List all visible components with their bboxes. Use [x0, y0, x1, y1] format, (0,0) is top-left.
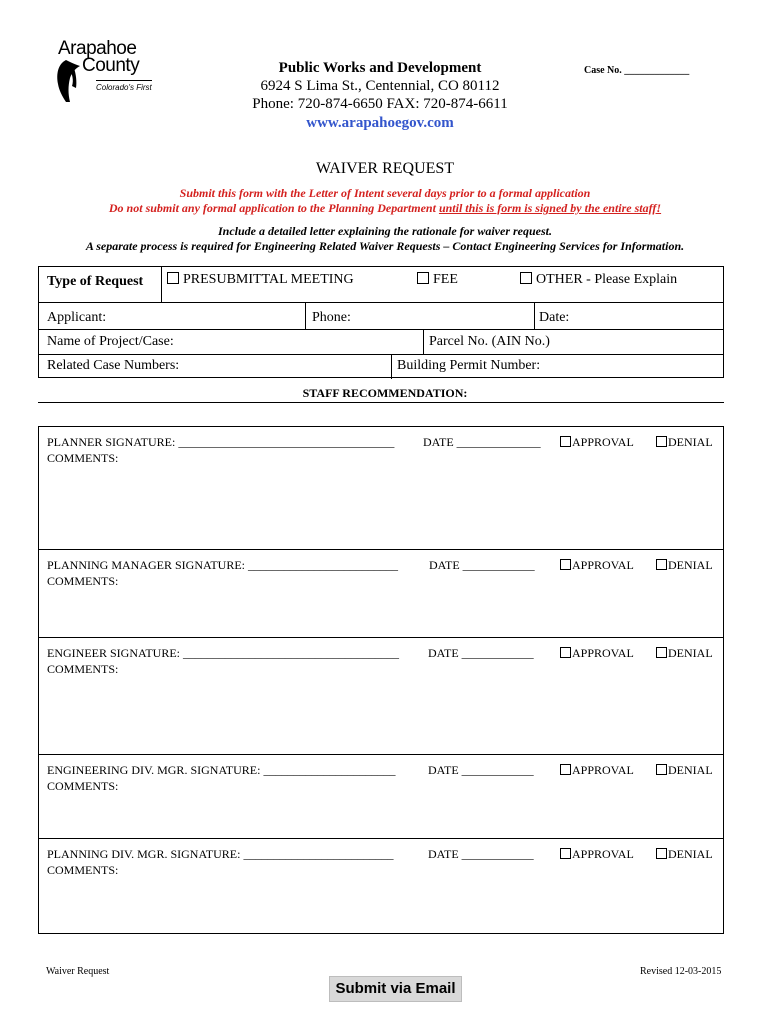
red-notice-underlined: until this is form is signed by the entire staff! — [438, 201, 662, 215]
divider — [38, 402, 724, 403]
request-info-table — [38, 266, 724, 378]
phone-field[interactable]: Phone: — [312, 310, 351, 325]
option-fee[interactable] — [417, 272, 458, 288]
instruction-line1: Include a detailed letter explaining the rationale for waiver request. — [218, 224, 552, 238]
denial-label: DENIAL — [668, 763, 713, 777]
approval-label: APPROVAL — [572, 558, 634, 572]
denial-label: DENIAL — [668, 558, 713, 572]
engineer-approval-option[interactable] — [560, 646, 634, 661]
logo-tagline: Colorado's First — [96, 80, 152, 92]
planner-signature-field[interactable]: PLANNER SIGNATURE: ____________________________________ — [47, 435, 395, 449]
case-number-field[interactable]: Case No. _____________ — [584, 65, 690, 76]
planning-manager-approval-checkbox[interactable] — [560, 559, 571, 570]
planning-div-mgr-comments-field[interactable]: COMMENTS: — [47, 863, 119, 877]
engineer-denial-checkbox[interactable] — [656, 647, 667, 658]
building-permit-field[interactable]: Building Permit Number: — [397, 358, 541, 373]
denial-label: DENIAL — [668, 646, 713, 660]
native-headdress-icon — [52, 56, 82, 104]
presubmittal-checkbox[interactable] — [167, 272, 179, 284]
form-title: WAIVER REQUEST — [315, 160, 455, 177]
engineering-div-mgr-denial-checkbox[interactable] — [656, 764, 667, 775]
red-notice-line1: Submit this form with the Letter of Intent several days prior to a formal application — [179, 186, 591, 200]
related-case-numbers-field[interactable]: Related Case Numbers: — [47, 358, 180, 373]
planning-div-mgr-date-field[interactable]: DATE ____________ — [428, 847, 534, 861]
staff-recommendation-heading: STAFF RECOMMENDATION: — [302, 386, 468, 400]
approval-label: APPROVAL — [572, 763, 634, 777]
logo-line1: Arapahoe — [58, 38, 137, 59]
denial-label: DENIAL — [668, 435, 713, 449]
department-address: 6924 S Lima St., Centennial, CO 80112 — [260, 78, 500, 94]
arapahoe-county-logo — [52, 38, 162, 110]
department-phone: Phone: 720-874-6650 FAX: 720-874-6611 — [252, 96, 508, 112]
engineering-div-mgr-date-field[interactable]: DATE ____________ — [428, 763, 534, 777]
signature-section — [38, 426, 724, 934]
planning-manager-denial-option[interactable] — [656, 558, 713, 573]
option-fee-label: FEE — [433, 272, 458, 287]
applicant-field[interactable]: Applicant: — [47, 310, 107, 325]
engineering-div-mgr-signature-field[interactable]: ENGINEERING DIV. MGR. SIGNATURE: ______________________ — [47, 763, 396, 777]
parcel-number-field[interactable]: Parcel No. (AIN No.) — [429, 334, 550, 349]
option-presubmittal[interactable] — [167, 272, 354, 288]
planning-manager-date-field[interactable]: DATE ____________ — [429, 558, 535, 572]
planning-div-mgr-denial-checkbox[interactable] — [656, 848, 667, 859]
engineer-approval-checkbox[interactable] — [560, 647, 571, 658]
planning-div-mgr-signature-field[interactable]: PLANNING DIV. MGR. SIGNATURE: _________________________ — [47, 847, 394, 861]
date-field[interactable]: Date: — [539, 310, 570, 325]
option-other-label: OTHER - Please Explain — [536, 272, 678, 287]
other-checkbox[interactable] — [520, 272, 532, 284]
planning-manager-approval-option[interactable] — [560, 558, 634, 573]
planner-approval-option[interactable] — [560, 435, 634, 450]
logo-line2: County — [82, 55, 140, 76]
option-presubmittal-label: PRESUBMITTAL MEETING — [183, 272, 354, 287]
red-notice-line2 — [0, 201, 770, 216]
approval-label: APPROVAL — [572, 435, 634, 449]
engineer-signature-field[interactable]: ENGINEER SIGNATURE: ____________________________________ — [47, 646, 399, 660]
approval-label: APPROVAL — [572, 646, 634, 660]
website-link[interactable]: www.arapahoegov.com — [306, 115, 454, 131]
approval-label: APPROVAL — [572, 847, 634, 861]
red-notice-prefix: Do not submit any formal application to the Planning Department — [108, 201, 439, 215]
planner-denial-option[interactable] — [656, 435, 713, 450]
type-of-request-label: Type of Request — [47, 274, 144, 289]
planner-comments-field[interactable]: COMMENTS: — [47, 451, 119, 465]
denial-label: DENIAL — [668, 847, 713, 861]
planning-manager-signature-field[interactable]: PLANNING MANAGER SIGNATURE: _________________________ — [47, 558, 398, 572]
project-name-field[interactable]: Name of Project/Case: — [47, 334, 174, 349]
planner-date-field[interactable]: DATE ______________ — [423, 435, 541, 449]
planning-manager-denial-checkbox[interactable] — [656, 559, 667, 570]
instruction-line2: A separate process is required for Engineering Related Waiver Requests – Contact Engineering Services for Information. — [85, 239, 685, 253]
planning-manager-comments-field[interactable]: COMMENTS: — [47, 574, 119, 588]
engineering-div-mgr-approval-checkbox[interactable] — [560, 764, 571, 775]
planner-approval-checkbox[interactable] — [560, 436, 571, 447]
engineer-date-field[interactable]: DATE ____________ — [428, 646, 534, 660]
planning-div-mgr-approval-option[interactable] — [560, 847, 634, 862]
planning-div-mgr-denial-option[interactable] — [656, 847, 713, 862]
fee-checkbox[interactable] — [417, 272, 429, 284]
engineering-div-mgr-denial-option[interactable] — [656, 763, 713, 778]
footer-revision-date: Revised 12-03-2015 — [640, 966, 722, 977]
submit-via-email-button[interactable]: Submit via Email — [329, 976, 462, 1002]
engineering-div-mgr-comments-field[interactable]: COMMENTS: — [47, 779, 119, 793]
engineer-denial-option[interactable] — [656, 646, 713, 661]
engineer-comments-field[interactable]: COMMENTS: — [47, 662, 119, 676]
engineering-div-mgr-approval-option[interactable] — [560, 763, 634, 778]
department-title: Public Works and Development — [278, 60, 482, 76]
planner-denial-checkbox[interactable] — [656, 436, 667, 447]
planning-div-mgr-approval-checkbox[interactable] — [560, 848, 571, 859]
footer-form-name: Waiver Request — [46, 966, 110, 977]
option-other[interactable] — [520, 272, 677, 288]
